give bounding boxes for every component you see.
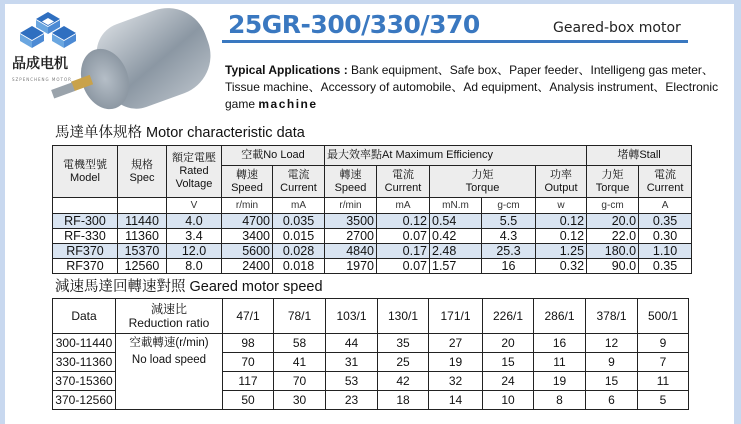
spec-header: [118, 146, 167, 198]
table-cell: 3400: [222, 229, 273, 244]
table-cell: 15370: [118, 244, 167, 259]
applications-text: Bank equipment、Safe box、Paper feeder、Intelligeng gas meter、Tissue machine、Accessory of automobile、Ad equipment、Analysis instrument、Electronic game: [225, 63, 719, 111]
table-cell: 98: [223, 334, 274, 353]
table-cell: 12: [586, 334, 638, 353]
speed-subheader-cn: 轉速: [339, 168, 362, 181]
table-cell: 3.4: [167, 229, 222, 244]
current-subheader-en: Current: [280, 181, 317, 194]
ratio-column-header: 378/1: [586, 299, 638, 334]
table-cell: 22.0: [587, 229, 639, 244]
table-cell: 41: [274, 353, 326, 372]
table-cell: 0.12: [377, 214, 430, 229]
torque-subheader-cn: 力矩: [601, 168, 624, 181]
row-label: 370-15360: [53, 372, 116, 391]
stall-header: 堵轉Stall: [587, 146, 692, 166]
data-header: Data: [53, 299, 116, 334]
model-header: [53, 146, 118, 198]
table-cell: 9: [638, 334, 689, 353]
table-cell: 1.25: [536, 244, 587, 259]
table-cell: 58: [274, 334, 326, 353]
table-cell: 11440: [118, 214, 167, 229]
table-cell: 1.10: [639, 244, 692, 259]
table-cell: 12.0: [167, 244, 222, 259]
speed-subheader-cn: 轉速: [236, 168, 258, 181]
table-cell: 14: [429, 391, 483, 410]
voltage-header-en: Rated Voltage: [175, 165, 213, 190]
table-cell: 53: [326, 372, 378, 391]
table-cell: 27: [429, 334, 483, 353]
current-subheader: [377, 166, 430, 198]
product-title: 25GR-300/330/370: [228, 10, 480, 39]
applications-label: Typical Applications :: [225, 63, 348, 77]
table-cell: 4.0: [167, 214, 222, 229]
table-cell: 50: [223, 391, 274, 410]
max-efficiency-header: 最大效率點At Maximum Efficiency: [325, 146, 587, 166]
table-cell: 11: [638, 372, 689, 391]
table-cell: 25.3: [482, 244, 536, 259]
table-cell: 10: [483, 391, 534, 410]
product-subtitle: Geared-box motor: [553, 20, 681, 36]
table-cell: 16: [534, 334, 586, 353]
table-cell: RF370: [53, 259, 118, 274]
table-cell: 70: [223, 353, 274, 372]
table-row: [53, 214, 692, 229]
table-cell: 19: [534, 372, 586, 391]
voltage-header: [167, 146, 222, 198]
current-subheader-cn: 電流: [392, 168, 414, 181]
table-cell: RF370: [53, 244, 118, 259]
table-cell: 1.57: [430, 259, 482, 274]
typical-applications: [225, 62, 725, 113]
table-cell: 8.0: [167, 259, 222, 274]
output-subheader-cn: 功率: [550, 168, 573, 181]
unit-cell-empty: [118, 198, 167, 214]
unit-cell: V: [167, 198, 222, 214]
table-cell: 117: [223, 372, 274, 391]
logo-text: 品成电机: [12, 56, 68, 72]
table-row: [53, 334, 689, 353]
speed-label-en: No load speed: [131, 354, 207, 366]
ratio-column-header: 130/1: [378, 299, 429, 334]
table-cell: 2.48: [430, 244, 482, 259]
unit-cell: r/min: [222, 198, 273, 214]
table-cell: 4.3: [482, 229, 536, 244]
torque-subheader-en: Torque: [465, 181, 500, 194]
table-cell: 90.0: [587, 259, 639, 274]
ratio-column-header: 103/1: [326, 299, 378, 334]
logo-subtext: SZPENCHENG MOTOR: [12, 77, 72, 82]
motor-characteristic-table: [52, 145, 692, 274]
table-cell: 0.07: [377, 229, 430, 244]
unit-cell: r/min: [325, 198, 377, 214]
table-cell: 8: [534, 391, 586, 410]
current-subheader-cn: 電流: [654, 168, 677, 181]
current-subheader-cn: 電流: [287, 168, 310, 181]
unit-cell: g-cm: [482, 198, 536, 214]
table-cell: 11360: [118, 229, 167, 244]
output-subheader: [536, 166, 587, 198]
table-row: [53, 229, 692, 244]
table-cell: 15: [483, 353, 534, 372]
table-cell: 5: [638, 391, 689, 410]
table-cell: 20: [483, 334, 534, 353]
spec-header-en: Spec: [129, 171, 155, 184]
table-cell: 0.32: [536, 259, 587, 274]
speed-section-title: 減速馬達回轉速對照 Geared motor speed: [55, 279, 323, 295]
ratio-header-en: Reduction ratio: [128, 316, 210, 330]
table-cell: 42: [378, 372, 429, 391]
table-cell: 19: [429, 353, 483, 372]
table-cell: 12560: [118, 259, 167, 274]
table-cell: 16: [482, 259, 536, 274]
table-cell: 18: [378, 391, 429, 410]
table-cell: 31: [326, 353, 378, 372]
torque-subheader: [587, 166, 639, 198]
table-cell: 32: [429, 372, 483, 391]
table-cell: 30: [274, 391, 326, 410]
table-cell: 0.07: [377, 259, 430, 274]
ratio-column-header: 226/1: [483, 299, 534, 334]
table-cell: 7: [638, 353, 689, 372]
table-cell: 180.0: [587, 244, 639, 259]
row-label: 370-12560: [53, 391, 116, 410]
table-cell: 44: [326, 334, 378, 353]
table-cell: 0.17: [377, 244, 430, 259]
unit-cell: mA: [273, 198, 325, 214]
ratio-column-header: 47/1: [223, 299, 274, 334]
table-cell: 1970: [325, 259, 377, 274]
table-cell: 11: [534, 353, 586, 372]
no-load-speed-label: [116, 334, 223, 410]
speed-subheader: [325, 166, 377, 198]
table-cell: 0.035: [273, 214, 325, 229]
current-subheader: [639, 166, 692, 198]
ratio-column-header: 500/1: [638, 299, 689, 334]
table-cell: 23: [326, 391, 378, 410]
speed-subheader: [222, 166, 273, 198]
table-cell: 2700: [325, 229, 377, 244]
table-cell: RF-330: [53, 229, 118, 244]
table-cell: 0.54: [430, 214, 482, 229]
table-cell: 0.018: [273, 259, 325, 274]
motor-image: [60, 8, 210, 118]
table-cell: 2400: [222, 259, 273, 274]
table-row: [53, 259, 692, 274]
torque-subheader-cn: 力矩: [471, 168, 494, 181]
spec-header-cn: 規格: [131, 158, 153, 171]
table-cell: 0.35: [639, 214, 692, 229]
table-cell: 0.30: [639, 229, 692, 244]
row-label: 300-11440: [53, 334, 116, 353]
ratio-header: [116, 299, 223, 334]
table-cell: 0.12: [536, 214, 587, 229]
table-cell: 0.35: [639, 259, 692, 274]
table-cell: RF-300: [53, 214, 118, 229]
table-cell: 25: [378, 353, 429, 372]
current-subheader-en: Current: [646, 181, 684, 194]
output-subheader-en: Output: [544, 181, 578, 194]
table-cell: 70: [274, 372, 326, 391]
speed-label-cn: 空載轉速(r/min): [129, 337, 209, 349]
table-cell: 24: [483, 372, 534, 391]
no-load-header: 空載No Load: [222, 146, 325, 166]
speed-subheader-en: Speed: [231, 181, 263, 194]
applications-last-word: machine: [258, 97, 318, 111]
ratio-column-header: 286/1: [534, 299, 586, 334]
ratio-header-cn: 減速比: [150, 302, 187, 316]
table-cell: 20.0: [587, 214, 639, 229]
unit-cell: g-cm: [587, 198, 639, 214]
torque-subheader: [430, 166, 536, 198]
speed-subheader-en: Speed: [334, 181, 367, 194]
torque-subheader-en: Torque: [595, 181, 630, 194]
ratio-column-header: 171/1: [429, 299, 483, 334]
table-cell: 4700: [222, 214, 273, 229]
table-cell: 0.015: [273, 229, 325, 244]
geared-speed-table: [52, 298, 689, 410]
motor-section-title: 馬達单体规格 Motor characteristic data: [55, 125, 305, 141]
voltage-header-cn: 額定電壓: [172, 152, 216, 164]
table-cell: 4840: [325, 244, 377, 259]
unit-cell: w: [536, 198, 587, 214]
table-cell: 0.028: [273, 244, 325, 259]
table-cell: 35: [378, 334, 429, 353]
table-cell: 0.42: [430, 229, 482, 244]
current-subheader: [273, 166, 325, 198]
table-cell: 0.12: [536, 229, 587, 244]
table-cell: 6: [586, 391, 638, 410]
table-cell: 5.5: [482, 214, 536, 229]
unit-cell-empty: [53, 198, 118, 214]
title-underline: [222, 40, 688, 43]
table-cell: 9: [586, 353, 638, 372]
row-label: 330-11360: [53, 353, 116, 372]
ratio-column-header: 78/1: [274, 299, 326, 334]
unit-cell: A: [639, 198, 692, 214]
table-cell: 15: [586, 372, 638, 391]
model-header-cn: 電機型號: [63, 158, 107, 171]
table-row: [53, 244, 692, 259]
unit-cell: mA: [377, 198, 430, 214]
table-cell: 5600: [222, 244, 273, 259]
unit-cell: mN.m: [430, 198, 482, 214]
model-header-en: Model: [70, 171, 100, 184]
table-cell: 3500: [325, 214, 377, 229]
current-subheader-en: Current: [384, 181, 422, 194]
